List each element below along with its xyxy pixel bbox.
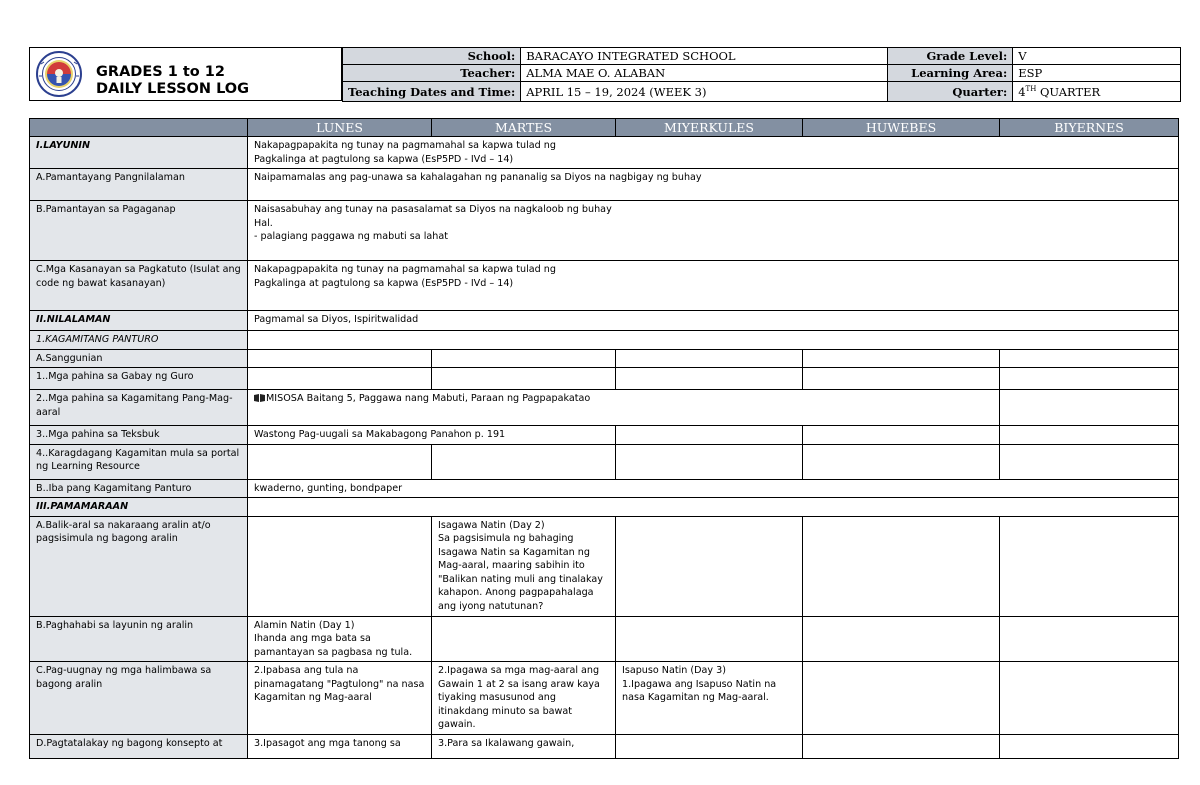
quarter-suffix: TH bbox=[1025, 84, 1037, 93]
table-row-gabay bbox=[30, 368, 1179, 390]
cell-pag-uugnay-lunes: 2.Ipabasa ang tula na pinamagatang "Pagtulong" na nasa Kagamitan ng Mag-aaral bbox=[248, 662, 432, 735]
cell-pag-uugnay-huwebes bbox=[803, 662, 1000, 735]
cell-gabay-martes bbox=[432, 368, 616, 390]
days-header-corner bbox=[30, 119, 248, 137]
cell-layunin: Nakapagpapakita ng tunay na pagmamahal sa kapwa tulad ng Pagkalinga at pagtulong sa kapwa (EsP5PD - IVd – 14) bbox=[248, 137, 1179, 169]
day-header-lunes: LUNES bbox=[248, 119, 432, 137]
cell-pagganap: Naisasabuhay ang tunay na pasasalamat sa Diyos na nagkaloob ng buhay Hal. - palagiang paggawa ng mabuti sa lahat bbox=[248, 201, 1179, 261]
row-label-sanggunian: A.Sanggunian bbox=[30, 349, 248, 368]
header-title-box bbox=[29, 47, 342, 101]
cell-pagtatalakay-lunes: 3.Ipasagot ang mga tanong sa bbox=[248, 734, 432, 758]
cell-paghahabi-biyernes bbox=[1000, 616, 1179, 662]
cell-balik-martes: Isagawa Natin (Day 2) Sa pagsisimula ng bahaging Isagawa Natin sa Kagamitan ng Mag-aaral, maaring sabihin ito "Balikan nating muli ang tinalakay kahapon. Anong pagpapahalaga ang iyong natutunan? bbox=[432, 516, 616, 616]
table-row-kasanayan bbox=[30, 261, 1179, 311]
cell-gabay-miyerkules bbox=[616, 368, 803, 390]
row-label-pamamaraan: III.PAMAMARAAN bbox=[30, 498, 248, 517]
table-row-paghahabi bbox=[30, 616, 1179, 662]
cell-portal-martes bbox=[432, 444, 616, 479]
cell-teksbuk: Wastong Pag-uugali sa Makabagong Panahon p. 191 bbox=[248, 426, 616, 445]
table-row-teksbuk bbox=[30, 426, 1179, 445]
row-label-pagganap: B.Pamantayan sa Pagaganap bbox=[30, 201, 248, 261]
cell-iba: kwaderno, gunting, bondpaper bbox=[248, 479, 1179, 498]
cell-pagtatalakay-martes: 3.Para sa Ikalawang gawain, bbox=[432, 734, 616, 758]
cell-pag-uugnay-biyernes bbox=[1000, 662, 1179, 735]
school-label: School: bbox=[343, 48, 521, 65]
table-row-portal bbox=[30, 444, 1179, 479]
cell-pag-uugnay-martes: 2.Ipagawa sa mga mag-aaral ang Gawain 1 at 2 sa isang araw kaya tiyaking masusunod ang itinakdang minuto sa bawat gawain. bbox=[432, 662, 616, 735]
row-label-pangmag: 2..Mga pahina sa Kagamitang Pang-Mag-aaral bbox=[30, 390, 248, 426]
teaching-dates-label: Teaching Dates and Time: bbox=[343, 82, 521, 102]
cell-pangmag bbox=[248, 390, 1000, 426]
cell-portal-miyerkules bbox=[616, 444, 803, 479]
cell-nilalaman: Pagmamal sa Diyos, Ispiritwalidad bbox=[248, 311, 1179, 331]
cell-balik-biyernes bbox=[1000, 516, 1179, 616]
learning-area-value: ESP bbox=[1013, 65, 1181, 82]
cell-teksbuk-huwebes bbox=[803, 426, 1000, 445]
cell-gabay-biyernes bbox=[1000, 368, 1179, 390]
row-label-paghahabi: B.Paghahabi sa layunin ng aralin bbox=[30, 616, 248, 662]
lesson-log-table bbox=[29, 118, 1179, 759]
book-icon bbox=[254, 393, 265, 402]
cell-balik-lunes bbox=[248, 516, 432, 616]
cell-paghahabi-miyerkules bbox=[616, 616, 803, 662]
quarter-word: QUARTER bbox=[1036, 84, 1101, 99]
cell-paghahabi-huwebes bbox=[803, 616, 1000, 662]
row-label-kasanayan: C.Mga Kasanayan sa Pagkatuto (Isulat ang code ng bawat kasanayan) bbox=[30, 261, 248, 311]
cell-balik-huwebes bbox=[803, 516, 1000, 616]
row-label-layunin: I.LAYUNIN bbox=[30, 137, 248, 169]
cell-paghahabi-martes bbox=[432, 616, 616, 662]
table-row-pag-uugnay bbox=[30, 662, 1179, 735]
day-header-biyernes: BIYERNES bbox=[1000, 119, 1179, 137]
cell-sanggunian-miyerkules bbox=[616, 349, 803, 368]
quarter-number: 4 bbox=[1018, 84, 1026, 99]
cell-gabay-lunes bbox=[248, 368, 432, 390]
cell-paghahabi-lunes: Alamin Natin (Day 1) Ihanda ang mga bata sa pamantayan sa pagbasa ng tula. bbox=[248, 616, 432, 662]
header-title-line1: GRADES 1 to 12 bbox=[96, 64, 225, 80]
grade-level-value: V bbox=[1013, 48, 1181, 65]
row-label-teksbuk: 3..Mga pahina sa Teksbuk bbox=[30, 426, 248, 445]
cell-pamamaraan bbox=[248, 498, 1179, 517]
cell-pangmag-text: MISOSA Baitang 5, Paggawa nang Mabuti, Paraan ng Pagpapakatao bbox=[266, 393, 591, 404]
cell-pagtatalakay-biyernes bbox=[1000, 734, 1179, 758]
school-value: BARACAYO INTEGRATED SCHOOL bbox=[521, 48, 888, 65]
quarter-label: Quarter: bbox=[888, 82, 1013, 102]
row-label-gabay: 1..Mga pahina sa Gabay ng Guro bbox=[30, 368, 248, 390]
cell-sanggunian-lunes bbox=[248, 349, 432, 368]
table-row-nilalaman bbox=[30, 311, 1179, 331]
table-row-pamamaraan bbox=[30, 498, 1179, 517]
cell-teksbuk-miyerkules bbox=[616, 426, 803, 445]
row-label-pangnilalaman: A.Pamantayang Pangnilalaman bbox=[30, 169, 248, 201]
table-row-balik-aral bbox=[30, 516, 1179, 616]
row-label-portal: 4..Karagdagang Kagamitan mula sa portal ng Learning Resource bbox=[30, 444, 248, 479]
cell-pangmag-biyernes bbox=[1000, 390, 1179, 426]
cell-sanggunian-biyernes bbox=[1000, 349, 1179, 368]
header-info-grid bbox=[342, 47, 1181, 102]
table-row-sanggunian bbox=[30, 349, 1179, 368]
cell-gabay-huwebes bbox=[803, 368, 1000, 390]
cell-sanggunian-martes bbox=[432, 349, 616, 368]
grade-level-label: Grade Level: bbox=[888, 48, 1013, 65]
row-label-kagamitan: 1.KAGAMITANG PANTURO bbox=[30, 331, 248, 350]
cell-kasanayan: Nakapagpapakita ng tunay na pagmamahal sa kapwa tulad ng Pagkalinga at pagtulong sa kapwa (EsP5PD - IVd – 14) bbox=[248, 261, 1179, 311]
cell-pag-uugnay-miyerkules: Isapuso Natin (Day 3) 1.Ipagawa ang Isapuso Natin na nasa Kagamitan ng Mag-aaral. bbox=[616, 662, 803, 735]
cell-sanggunian-huwebes bbox=[803, 349, 1000, 368]
header-title-line2: DAILY LESSON LOG bbox=[96, 81, 250, 97]
row-label-nilalaman: II.NILALAMAN bbox=[30, 311, 248, 331]
table-row-iba bbox=[30, 479, 1179, 498]
cell-kagamitan bbox=[248, 331, 1179, 350]
quarter-value bbox=[1013, 82, 1181, 102]
table-row-pangmag bbox=[30, 390, 1179, 426]
cell-portal-biyernes bbox=[1000, 444, 1179, 479]
cell-pagtatalakay-huwebes bbox=[803, 734, 1000, 758]
learning-area-label: Learning Area: bbox=[888, 65, 1013, 82]
table-row-pagganap bbox=[30, 201, 1179, 261]
header-title bbox=[96, 64, 249, 98]
row-label-balik-aral: A.Balik-aral sa nakaraang aralin at/o pagsisimula ng bagong aralin bbox=[30, 516, 248, 616]
days-header-row bbox=[30, 119, 1179, 137]
teaching-dates-value: APRIL 15 – 19, 2024 (WEEK 3) bbox=[521, 82, 888, 102]
table-row-layunin bbox=[30, 137, 1179, 169]
row-label-iba: B..Iba pang Kagamitang Panturo bbox=[30, 479, 248, 498]
table-row-pagtatalakay bbox=[30, 734, 1179, 758]
deped-seal-icon bbox=[33, 50, 85, 98]
table-row-kagamitan bbox=[30, 331, 1179, 350]
cell-balik-miyerkules bbox=[616, 516, 803, 616]
day-header-huwebes: HUWEBES bbox=[803, 119, 1000, 137]
row-label-pag-uugnay: C.Pag-uugnay ng mga halimbawa sa bagong aralin bbox=[30, 662, 248, 735]
cell-teksbuk-biyernes bbox=[1000, 426, 1179, 445]
cell-pangnilalaman: Naipamamalas ang pag-unawa sa kahalagahan ng pananalig sa Diyos na nagbigay ng buhay bbox=[248, 169, 1179, 201]
table-row-pangnilalaman bbox=[30, 169, 1179, 201]
teacher-value: ALMA MAE O. ALABAN bbox=[521, 65, 888, 82]
day-header-martes: MARTES bbox=[432, 119, 616, 137]
cell-pagtatalakay-miyerkules bbox=[616, 734, 803, 758]
teacher-label: Teacher: bbox=[343, 65, 521, 82]
cell-portal-huwebes bbox=[803, 444, 1000, 479]
day-header-miyerkules: MIYERKULES bbox=[616, 119, 803, 137]
row-label-pagtatalakay: D.Pagtatalakay ng bagong konsepto at bbox=[30, 734, 248, 758]
cell-portal-lunes bbox=[248, 444, 432, 479]
